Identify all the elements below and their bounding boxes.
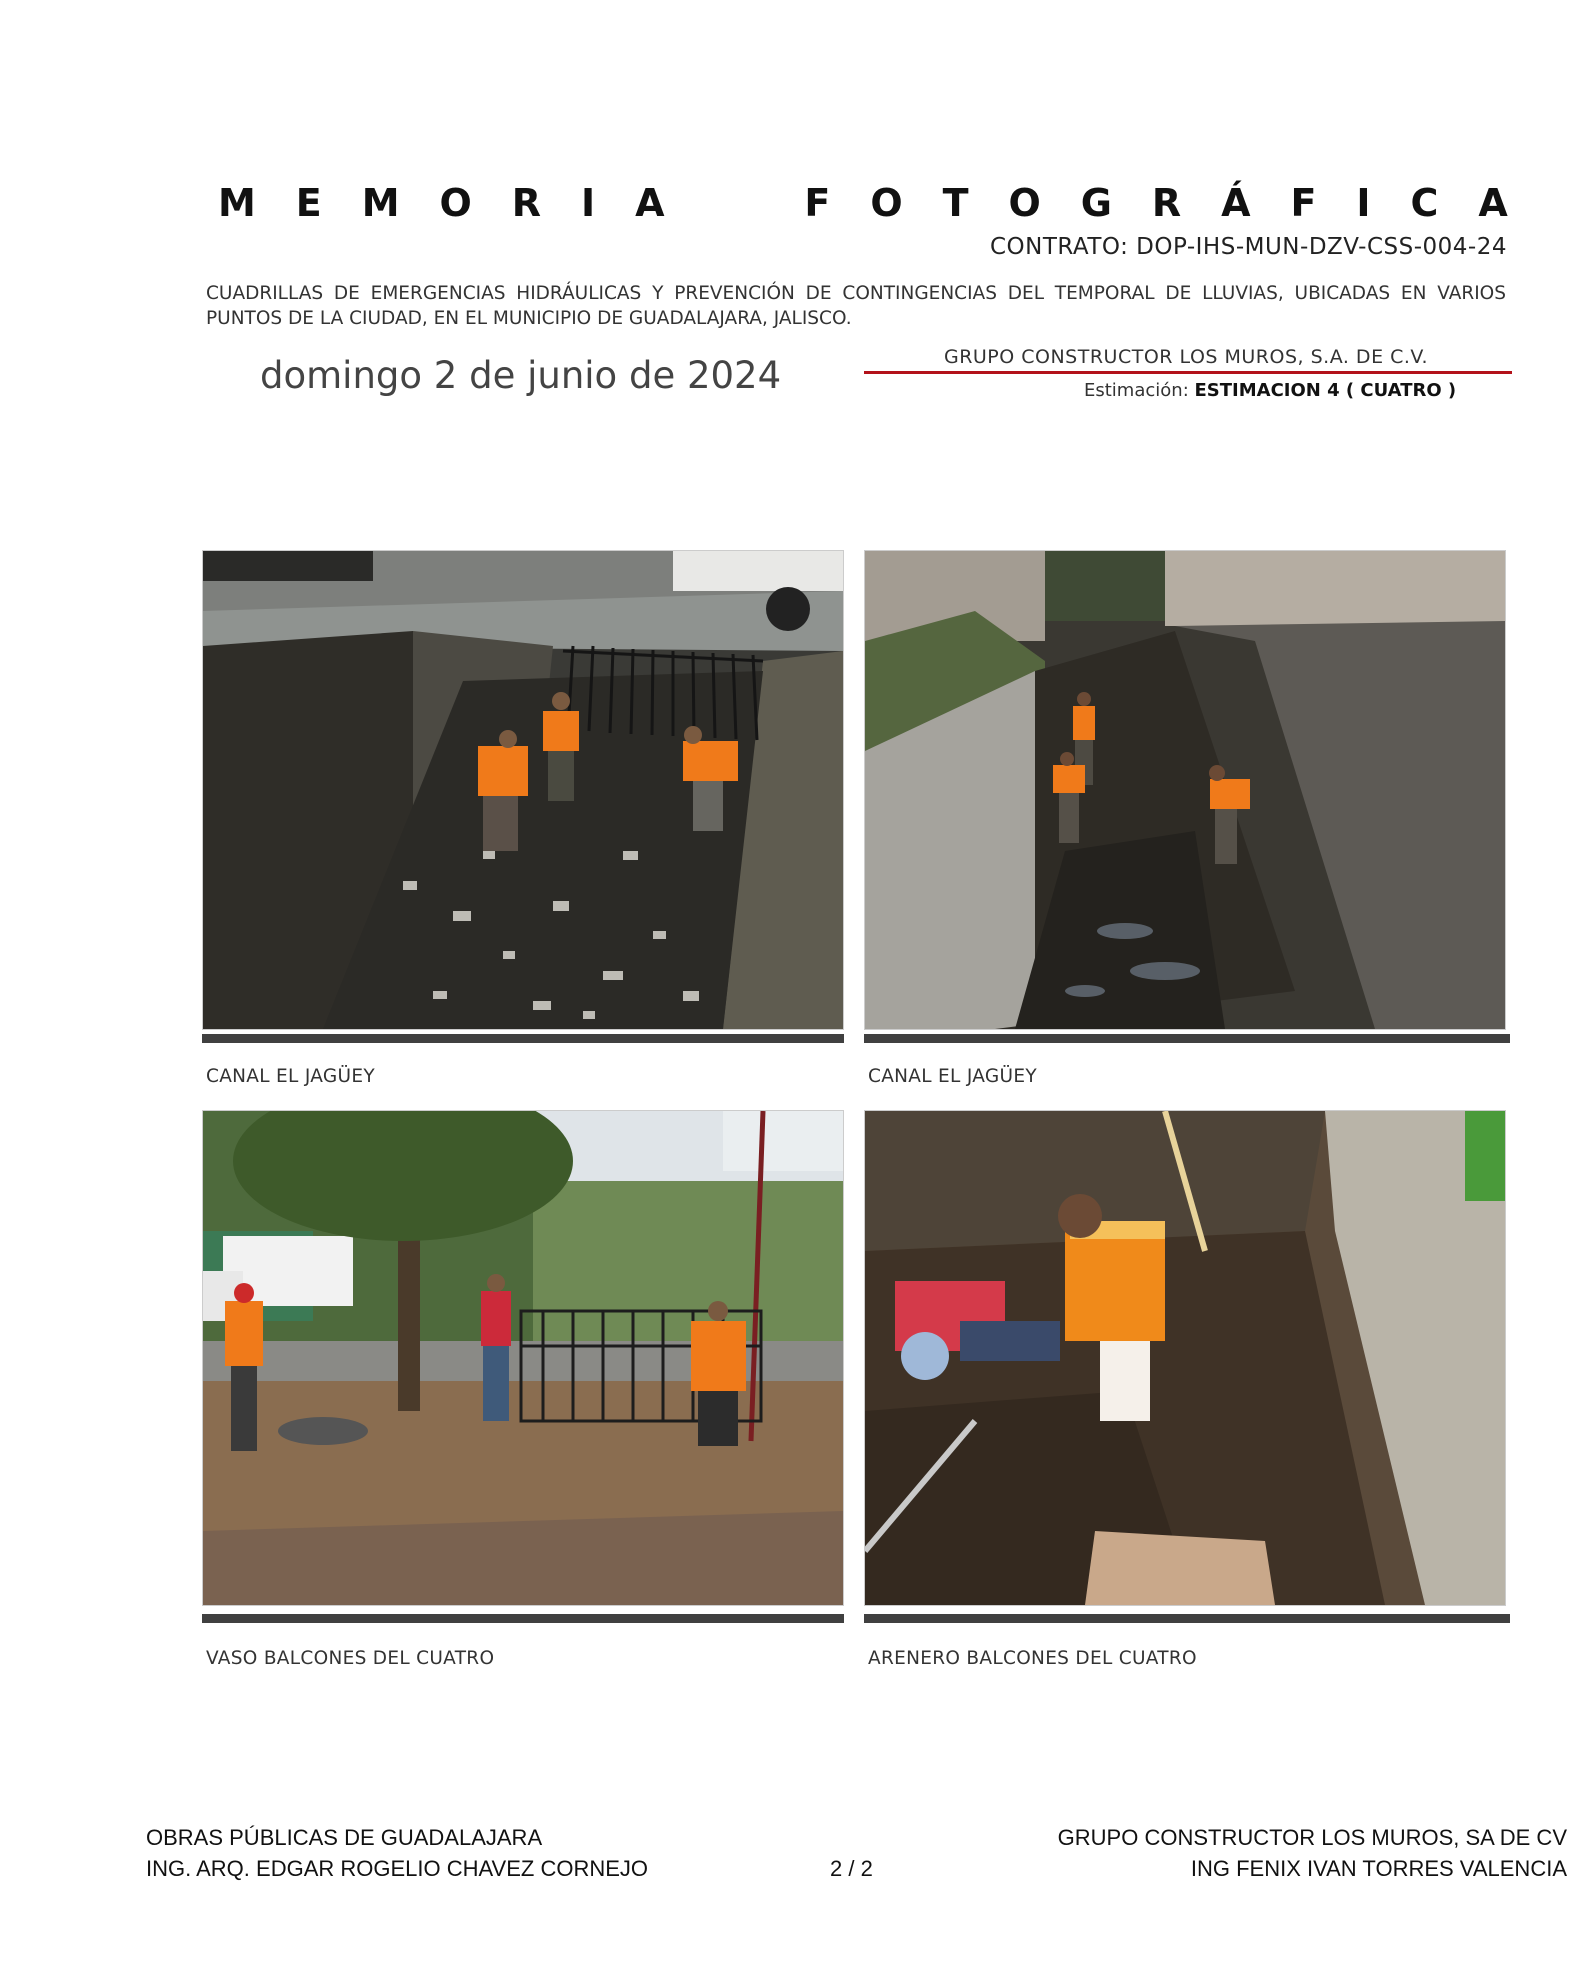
photo-canal-jaguey-1 <box>202 550 844 1030</box>
title-letter: R <box>1151 181 1182 225</box>
title-letter: M <box>361 181 400 225</box>
estimation <box>1084 380 1456 401</box>
footer-left-line2: ING. ARQ. EDGAR ROGELIO CHAVEZ CORNEJO <box>146 1856 649 1881</box>
title-letter: M <box>218 181 256 225</box>
title-letter: R <box>511 181 542 225</box>
title-letter: T <box>942 181 969 225</box>
title-letter: F <box>804 181 831 225</box>
photo-caption: ARENERO BALCONES DEL CUATRO <box>868 1648 1197 1669</box>
title-letter: Á <box>1221 181 1251 225</box>
photo-caption: CANAL EL JAGÜEY <box>206 1066 375 1087</box>
header-divider <box>864 371 1512 374</box>
title-letter: I <box>1356 181 1371 225</box>
title-letter: A <box>1478 181 1508 225</box>
title-letter: I <box>580 181 596 225</box>
title-letter: A <box>635 181 665 225</box>
footer-right-line2: ING FENIX IVAN TORRES VALENCIA <box>1190 1856 1567 1881</box>
photo-caption: CANAL EL JAGÜEY <box>868 1066 1037 1087</box>
title-letter: O <box>870 181 903 225</box>
photo-caption: VASO BALCONES DEL CUATRO <box>206 1648 495 1669</box>
title-letter: O <box>1008 181 1041 225</box>
photo-canal-jaguey-2 <box>864 550 1506 1030</box>
project-description: CUADRILLAS DE EMERGENCIAS HIDRÁULICAS Y PREVENCIÓN DE CONTINGENCIAS DEL TEMPORAL DE LLUVIAS, UBICADAS EN VARIOS PUNTOS DE LA CIUDAD, EN EL MUNICIPIO DE GUADALAJARA, JALISCO. <box>206 283 1506 329</box>
estimation-value: ESTIMACION 4 ( CUATRO ) <box>1194 380 1457 401</box>
photo-arenero-balcones <box>864 1110 1506 1606</box>
photo-divider <box>864 1614 1510 1623</box>
photo-divider <box>864 1034 1510 1043</box>
footer-left-line1: OBRAS PÚBLICAS DE GUADALAJARA <box>146 1825 543 1850</box>
footer-right-line1: GRUPO CONSTRUCTOR LOS MUROS, SA DE CV <box>1057 1825 1567 1850</box>
title-letter: O <box>439 181 472 225</box>
page-number: 2 / 2 <box>830 1856 873 1881</box>
contract-number: CONTRATO: DOP-IHS-MUN-DZV-CSS-004-24 <box>989 234 1507 260</box>
estimation-label: Estimación: <box>1084 380 1189 401</box>
title-letter: C <box>1410 181 1439 225</box>
report-date: domingo 2 de junio de 2024 <box>260 354 782 397</box>
photo-vaso-balcones <box>202 1110 844 1606</box>
footer-left <box>146 1822 648 1884</box>
page-title <box>218 178 1508 228</box>
photo-divider <box>202 1034 844 1043</box>
title-letter: E <box>295 181 322 225</box>
footer-right <box>1058 1822 1567 1884</box>
title-letter: G <box>1080 181 1112 225</box>
title-letter: F <box>1290 181 1317 225</box>
photo-divider <box>202 1614 844 1623</box>
company-name: GRUPO CONSTRUCTOR LOS MUROS, S.A. DE C.V. <box>943 346 1429 368</box>
